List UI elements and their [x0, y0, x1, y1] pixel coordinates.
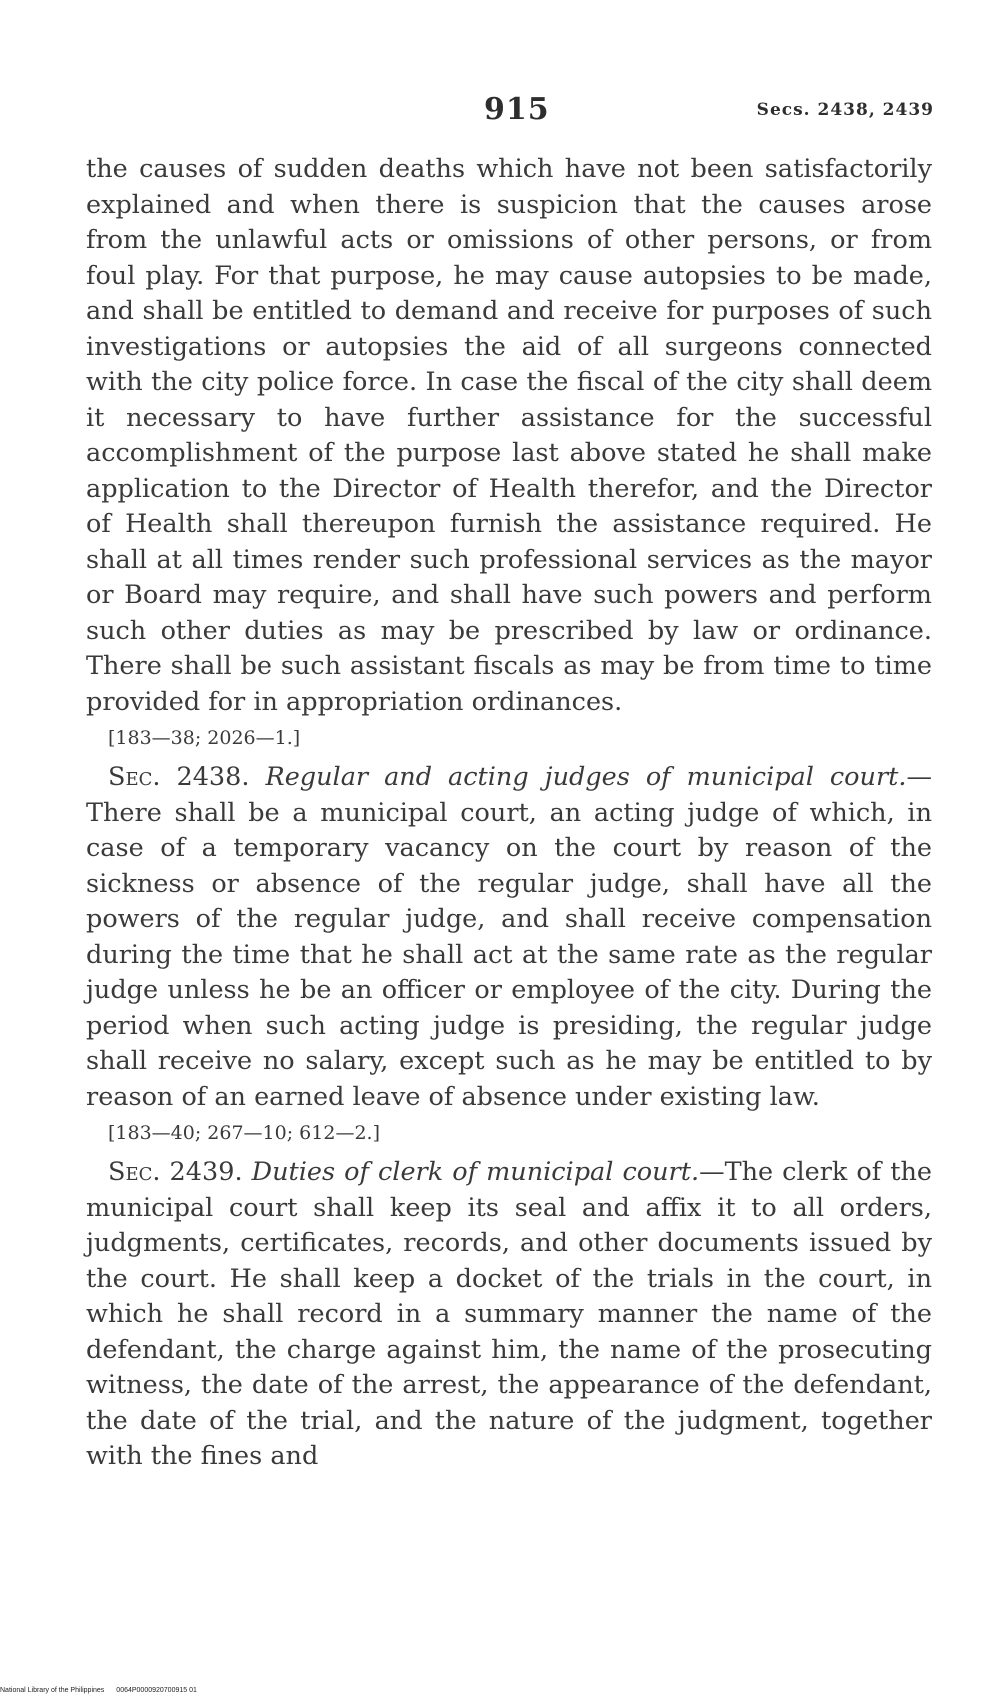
running-head: Secs. 2438, 2439: [756, 100, 934, 120]
section-2439: [86, 1155, 932, 1475]
footer-library: National Library of the Philippines: [0, 1687, 105, 1694]
scan-footer: [0, 1687, 197, 1694]
page-number: 915: [484, 92, 550, 127]
section-text: —The clerk of the municipal court shall keep its seal and affix it to all orders, judgments, certificates, records, and other documents issued by the court. He shall keep a docket of the trials in the court, in which he shall record in a summary manner the name of the defendant, the charge against him, the name of the prosecuting witness, the date of the arrest, the appearance of the defendant, the date of the trial, and the nature of the judgment, together with the fines and: [86, 1157, 933, 1471]
citation-section-2438: [183—40; 267—10; 612—2.]: [108, 1122, 380, 1144]
footer-identifier: 0064P0000920700915 01: [116, 1687, 197, 1694]
section-title: Regular and acting judges of municipal court.: [265, 762, 907, 792]
intro-paragraph: the causes of sudden deaths which have not been satisfactorily explained and when there is suspicion that the causes arose from the unlawful acts or omissions of other persons, or from foul play. For that purpose, he may cause autopsies to be made, and shall be entitled to demand and receive for purposes of such investigations or autopsies the aid of all surgeons connected with the city police force. In case the fiscal of the city shall deem it necessary to have further assistance for the successful accomplishment of the purpose last above stated he shall make application to the Director of Health therefor, and the Director of Health shall thereupon furnish the assistance required. He shall at all times render such professional services as the mayor or Board may require, and shall have such powers and perform such other duties as may be prescribed by law or ordinance. There shall be such assistant fiscals as may be from time to time provided for in appropriation ordinances.: [86, 154, 932, 717]
section-label: Sec. 2438.: [108, 762, 250, 792]
section-title: Duties of clerk of municipal court.: [251, 1157, 700, 1187]
section-label: Sec. 2439.: [108, 1157, 243, 1187]
page-body: [86, 152, 932, 1475]
citation-previous-section: [183—38; 2026—1.]: [108, 727, 301, 749]
section-text: —There shall be a municipal court, an acting judge of which, in case of a temporary vacancy on the court by reason of the sickness or absence of the regular judge, shall have all the powers of the regular judge, and shall receive compensation during the time that he shall act at the same rate as the regular judge unless he be an officer or employee of the city. During the period when such acting judge is presiding, the regular judge shall receive no salary, except such as he may be entitled to by reason of an earned leave of absence under existing law.: [86, 762, 933, 1112]
section-2438: [86, 760, 932, 1115]
